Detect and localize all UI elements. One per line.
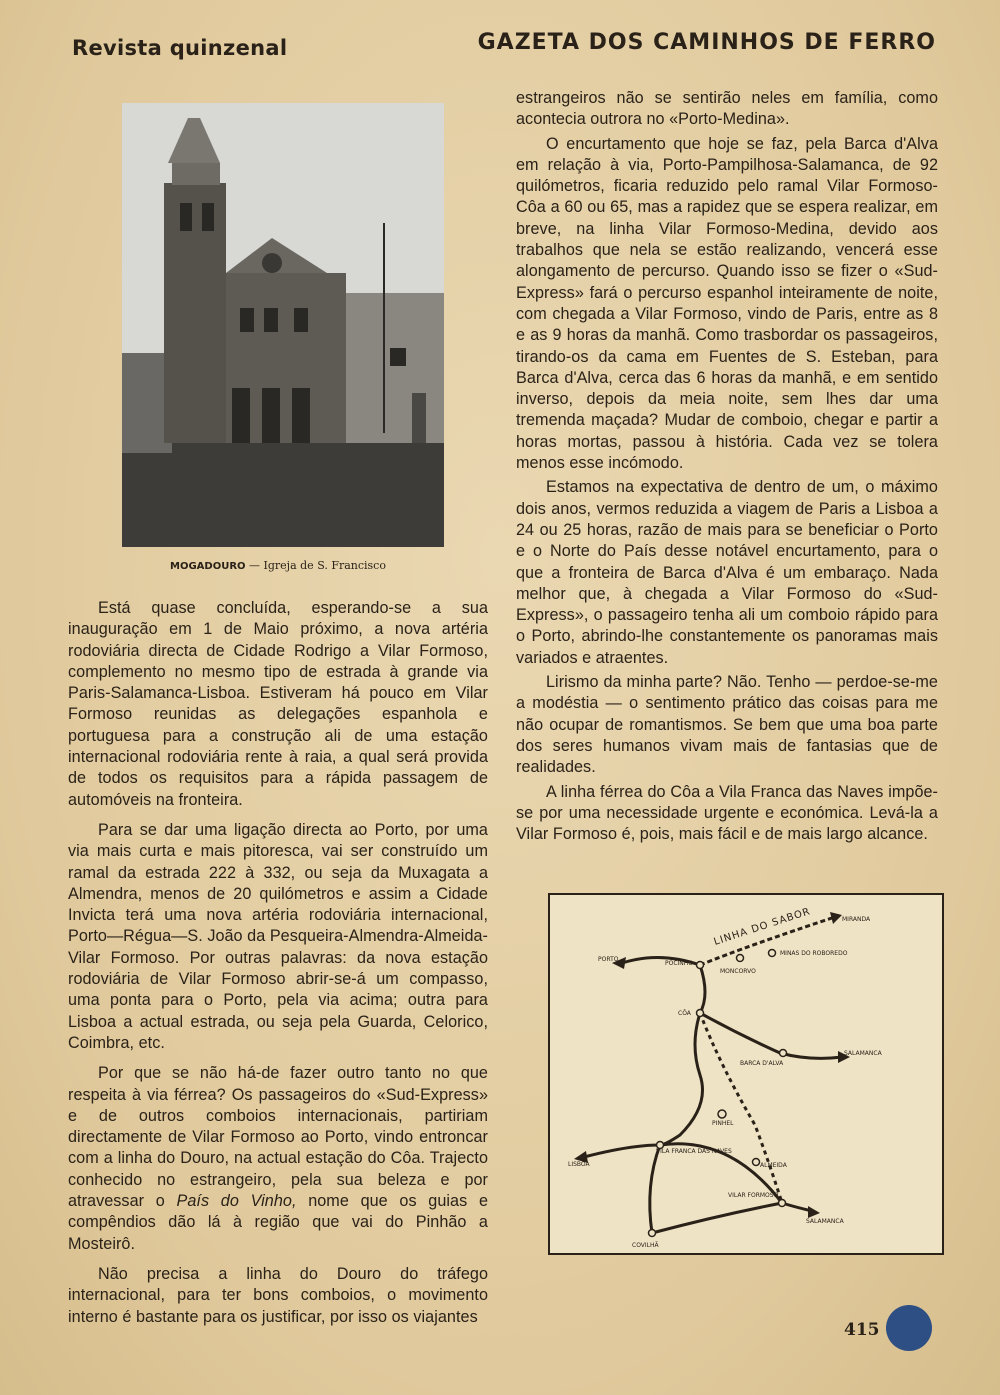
label-pocinho: POCINHO	[665, 960, 694, 967]
right-paragraph-3: Estamos na expectativa de dentro de um, o máximo dois anos, vermos reduzida a viagem de Paris a Lisboa a 24 ou 25 horas, razão de mais para se beneficiar o Porto e o Norte do País desse notável encurtamento, para o que a fronteira de Barca d'Alva é um embaraço. Nada melhor que, à chegada a Vilar Formoso do «Sud-Express», o passageiro tenha ali um comboio rápido para o Porto, abrindo-lhe constantemente os panoramas mais variados e atraentes.	[516, 478, 938, 667]
photo-caption	[68, 559, 488, 572]
right-column	[516, 88, 938, 845]
page-number: 415	[844, 1320, 880, 1340]
church-photo	[122, 103, 444, 547]
label-linha-sabor: LINHA DO SABOR	[712, 906, 813, 948]
label-salamanca-2: SALAMANCA	[806, 1218, 844, 1225]
line-proposed	[700, 1013, 782, 1203]
blue-dot-marker	[886, 1305, 932, 1351]
label-salamanca-1: SALAMANCA	[844, 1050, 882, 1057]
label-porto: PORTO	[598, 956, 619, 963]
left-paragraph-2: Para se dar uma ligação directa ao Porto, por uma via mais curta e mais pitoresca, vai ser construído um ramal da estrada 222 à 332, ou seja da Muxagata a Almendra, menos de 20 quilómetros e assim a Cidade Invicta terá uma nova artéria rodoviária internacional, Porto—Régua—S. João da Pesqueira-Almendra-Almeida-Vilar Formoso. Por outras palavras: da nova estação rodoviária de Vilar Formoso abrir-se-á um compasso, uma ponta para o Porto, pela via acima; outra para Lisboa a actual estrada, ou seja pela Guarda, Celorico, Coimbra, etc.	[68, 820, 488, 1052]
right-paragraph-4: Lirismo da minha parte? Não. Tenho — perdoe-se-me a modéstia — o sentimento prático das coisas para me não ocupar de romantismos. Se bem que uma boa parte dos seres humanos vivam mais de fantasias que de realidades.	[516, 673, 938, 777]
label-moncorvo: MONCORVO	[720, 968, 756, 975]
label-minas: MINAS DO ROBOREDO	[780, 950, 848, 957]
left-paragraph-3-tail: nome que os guias e compêndios dão lá à região que vai do Pinhão a Mosteirô.	[68, 1192, 488, 1253]
left-paragraph-4: Não precisa a linha do Douro do tráfego internacional, para ter bons comboios, o movimento interno é bastante para os justificar, por isso os viajantes	[68, 1264, 488, 1326]
header-left: Revista quinzenal	[72, 36, 288, 60]
label-almeida: ALMEIDA	[760, 1162, 787, 1169]
caption-rest: — Igreja de S. Francisco	[245, 559, 386, 572]
right-paragraph-1: estrangeiros não se sentirão neles em família, como acontecia outrora no «Porto-Medina».	[516, 89, 938, 129]
left-paragraph-1: Está quase concluída, esperando-se a sua inauguração em 1 de Maio próximo, a nova artéria rodoviária directa de Cidade Rodrigo a Vilar Formoso, complemento no mesmo tipo de estrada à grande via Paris-Salamanca-Lisboa. Estiveram há pouco em Vilar Formoso reunidas as delegações espanhola e portuguesa para a construção ali de uma estação internacional rodoviária rente à raia, a qual será provida de todos os requisitos para a rápida passagem de automóveis na fronteira.	[68, 599, 488, 809]
right-paragraph-5: A linha férrea do Côa a Vila Franca das Naves impõe-se por uma necessidade urgente e económica. Levá-la a Vilar Formoso é, pois, mais fácil e de mais largo alcance.	[516, 782, 938, 844]
line-coa-vilafranca	[660, 1013, 703, 1145]
label-coa: CÔA	[678, 1010, 691, 1017]
italic-phrase: País do Vinho,	[176, 1192, 297, 1211]
left-paragraph-3	[68, 1063, 488, 1255]
header-title: GAZETA DOS CAMINHOS DE FERRO	[477, 30, 936, 55]
left-column	[68, 95, 488, 1328]
railway-map-drawing	[550, 895, 942, 1253]
label-covilha: COVILHÃ	[632, 1242, 659, 1249]
railway-map	[548, 893, 944, 1255]
right-paragraph-2: O encurtamento que hoje se faz, pela Barca d'Alva em relação à via, Porto-Pampilhosa-Salamanca, de 92 quilómetros, ficaria reduzido pelo ramal Vilar Formoso-Côa a 60 ou 65, mas a rapidez que se espera realizar, em breve, na linha Vilar Formoso-Medina, devido aos trabalhos que nela se estão realizando, vencerá esse alongamento de percurso. Quando isso se fizer o «Sud-Express» fará o percurso espanhol inteiramente de noite, com chegada a Vilar Formoso, vindo de Paris, entre as 8 e as 9 horas da manhã. Como trasbordar os passageiros, tirando-os da cama em Fuentes de S. Esteban, para Barca d'Alva, cerca das 6 horas da manhã, e em sentido inverso, depois da meia noite, sem lhes dar uma tremenda maçada? Mudar de comboio, chegar e partir a horas mortas, passou à história. Cada vez se tolera menos esse incómodo.	[516, 134, 938, 473]
church-illustration	[122, 103, 444, 547]
left-paragraph-3-head: Por que se não há-de fazer outro tanto no que respeita à via férrea? Os passageiros do «Sud-Express» e de outros comboios internacionais, partiriam directamente de Vilar Formoso ao Porto, vindo entroncar com a linha do Douro, na actual estação do Côa. Trajecto conhecido no estrangeiro, pela sua beleza e por atravessar o	[68, 1064, 488, 1211]
label-vila-franca: VILA FRANCA DAS NAVES	[656, 1148, 732, 1155]
label-pinhel: PINHEL	[712, 1120, 734, 1127]
label-barca: BARCA D'ALVA	[740, 1060, 784, 1067]
label-vilar-formoso: VILAR FORMOSO	[728, 1192, 779, 1199]
line-coa-salamanca	[700, 1013, 842, 1058]
caption-place: MOGADOURO	[170, 561, 246, 572]
label-miranda: MIRANDA	[842, 916, 871, 923]
label-lisboa: LISBOA	[568, 1161, 590, 1168]
line-pocinho-coa	[700, 965, 705, 1013]
